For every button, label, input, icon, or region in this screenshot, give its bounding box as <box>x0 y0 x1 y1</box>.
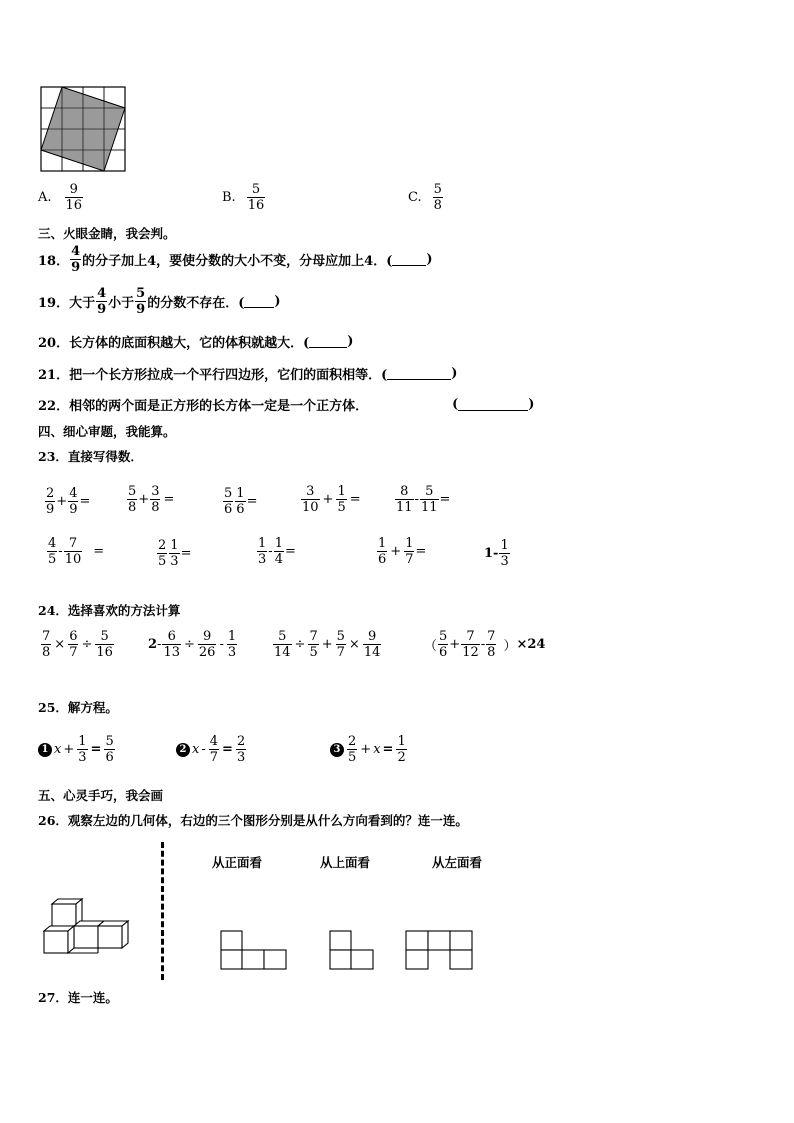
calc-23-3: $\frac{5}{6}$ $\frac{1}{6}$ = <box>224 486 258 517</box>
view-figure-3[interactable] <box>405 930 473 970</box>
calc-23-1: $\frac{2}{9}$ + $\frac{4}{9}$ = <box>46 486 91 517</box>
dashed-divider <box>161 842 164 980</box>
calc-24-4: （ $\frac{5}{6}$ + $\frac{7}{12}$ - $\frac{7}{8}$ ） ×24 <box>424 629 546 660</box>
choice-b-fraction: $\frac{5}{16}$ <box>247 182 265 213</box>
question-21: 21．把一个长方形拉成一个平行四边形，它们的面积相等．( ) <box>38 366 458 383</box>
question-27-title: 27．连一连。 <box>38 990 118 1005</box>
section-3-title: 三、火眼金睛，我会判。 <box>38 226 176 241</box>
question-23-title: 23．直接写得数． <box>38 449 143 464</box>
choice-a-label: A. <box>38 190 52 205</box>
answer-blank-19[interactable] <box>244 295 274 308</box>
equation-2: 2 x - $\frac{4}{7}$ = $\frac{2}{3}$ <box>176 734 247 765</box>
choice-a-fraction: $\frac{9}{16}$ <box>65 182 83 213</box>
choice-c-label: C. <box>408 190 422 205</box>
equation-1: 1 x + $\frac{1}{3}$ = $\frac{5}{6}$ <box>38 734 116 765</box>
calc-23-9: $\frac{1}{6}$ + $\frac{1}{7}$ = <box>378 536 427 567</box>
choice-b-label: B. <box>222 190 236 205</box>
calc-23-4: $\frac{3}{10}$ + $\frac{1}{5}$ = <box>302 484 361 515</box>
question-19: 19． 大于 $\frac{4}{9}$ 小于 $\frac{5}{9}$ 的分数不存在．( ) <box>38 286 281 317</box>
view-label-left: 从左面看 <box>432 855 483 870</box>
answer-blank-20[interactable] <box>309 335 347 348</box>
view-label-front: 从正面看 <box>212 855 263 870</box>
calc-23-7: $\frac{2}{5}$ $\frac{1}{3}$ = <box>158 538 192 569</box>
choice-c-fraction: $\frac{5}{8}$ <box>433 182 442 213</box>
calc-23-2: $\frac{5}{8}$ + $\frac{3}{8}$ = <box>128 484 175 515</box>
question-20: 20．长方体的底面积越大，它的体积就越大．( ) <box>38 334 354 351</box>
view-figure-1[interactable] <box>220 930 288 970</box>
choice-b[interactable] <box>222 182 266 213</box>
section-4-title: 四、细心审题，我能算。 <box>38 424 176 439</box>
view-label-top: 从上面看 <box>320 855 371 870</box>
calc-23-10: 1 - $\frac{1}{3}$ <box>484 538 509 569</box>
question-24-title: 24．选择喜欢的方法计算 <box>38 603 181 618</box>
choice-a[interactable] <box>38 182 84 213</box>
answer-blank-21[interactable] <box>387 367 451 380</box>
calc-24-3: $\frac{5}{14}$ ÷ $\frac{7}{5}$ + $\frac{5}{7}$ × $\frac{9}{14}$ <box>274 629 381 660</box>
calc-24-2: 2 - $\frac{6}{13}$ ÷ $\frac{9}{26}$ - $\frac{1}{3}$ <box>148 629 237 660</box>
calc-23-5: $\frac{8}{11}$ - $\frac{5}{11}$ = <box>396 484 451 515</box>
cube-solid-figure <box>40 898 142 954</box>
calc-24-1: $\frac{7}{8}$ × $\frac{6}{7}$ ÷ $\frac{5}{16}$ <box>42 629 113 660</box>
question-18: 18． $\frac{4}{9}$ 的分子加上4，要使分数的大小不变，分母应加上4．( ) <box>38 244 433 275</box>
question-25-title: 25．解方程。 <box>38 700 118 715</box>
choice-c[interactable] <box>408 182 444 213</box>
equation-3: 3 $\frac{2}{5}$ + x = $\frac{1}{2}$ <box>330 734 408 765</box>
view-figure-2[interactable] <box>329 930 375 970</box>
section-5-title: 五、心灵手巧，我会画 <box>38 788 164 803</box>
calc-23-8: $\frac{1}{3}$ - $\frac{1}{4}$ = <box>258 536 296 567</box>
answer-blank-22[interactable] <box>458 398 528 411</box>
question-26-title: 26．观察左边的几何体，右边的三个图形分别是从什么方向看到的？连一连。 <box>38 813 468 828</box>
grid-square-figure <box>40 86 128 174</box>
answer-blank-18[interactable] <box>392 253 426 266</box>
calc-23-6: $\frac{4}{5}$ - $\frac{7}{10}$ = <box>48 536 105 567</box>
question-22: 22．相邻的两个面是正方形的长方体一定是一个正方体． ( ) <box>38 397 535 414</box>
